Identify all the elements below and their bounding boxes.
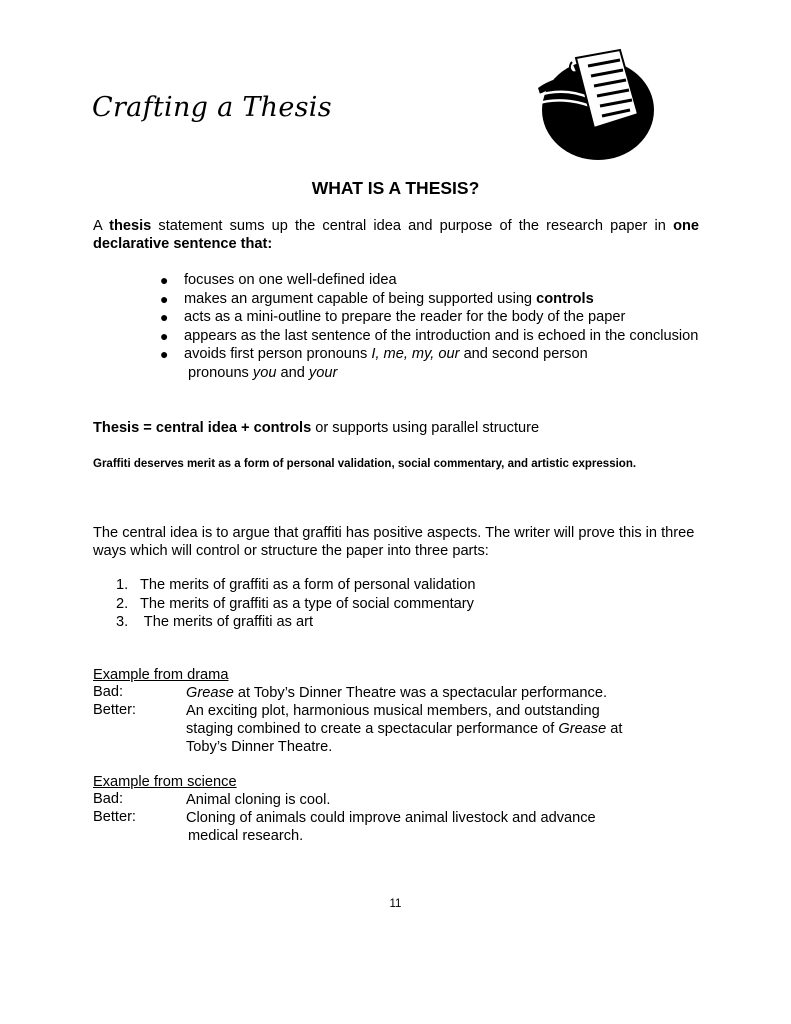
list-item-continuation bbox=[184, 364, 700, 383]
list-item-italic: I, me, my, our bbox=[371, 346, 460, 362]
bullet-icon: ● bbox=[160, 327, 169, 344]
list-item-text: acts as a mini-outline to prepare the reader for the body of the paper bbox=[184, 309, 626, 325]
list-number: 3. bbox=[116, 614, 129, 630]
list-item-text: and second person bbox=[459, 346, 588, 362]
thesis-criteria-list bbox=[160, 271, 700, 382]
drama-better-italic: Grease bbox=[558, 721, 607, 737]
drama-better-label: Better: bbox=[93, 702, 136, 718]
list-item bbox=[160, 308, 700, 327]
list-item-text: avoids first person pronouns bbox=[184, 346, 372, 362]
intro-bold-thesis: thesis bbox=[109, 218, 152, 234]
explanation-paragraph: The central idea is to argue that graffiti has positive aspects. The writer will prove this in three ways which will control or structure the paper into three parts: bbox=[93, 525, 695, 559]
thesis-formula bbox=[93, 419, 699, 437]
list-item-text: focuses on one well-defined idea bbox=[184, 272, 397, 288]
page-number: 11 bbox=[389, 898, 402, 910]
science-better-line-2: medical research. bbox=[188, 828, 304, 844]
list-item-text: pronouns bbox=[188, 364, 253, 381]
drama-bad-text bbox=[186, 684, 656, 702]
bullet-icon: ● bbox=[160, 290, 169, 307]
list-item bbox=[116, 595, 476, 614]
bullet-icon: ● bbox=[160, 346, 169, 362]
list-item bbox=[160, 290, 700, 309]
list-number: 1. bbox=[116, 577, 129, 593]
science-better-line-1: Cloning of animals could improve animal livestock and advance bbox=[186, 810, 596, 826]
list-item-text: The merits of graffiti as art bbox=[140, 614, 314, 630]
list-item bbox=[116, 576, 476, 595]
drama-better-text bbox=[186, 702, 646, 756]
drama-better-pre: An exciting plot, harmonious musical members, and outstanding staging combined to create a spectacular performance of bbox=[186, 703, 600, 737]
list-item-text: and bbox=[276, 364, 309, 381]
formula-text: or supports using parallel structure bbox=[311, 420, 540, 436]
intro-text-2: statement sums up the central idea and purpose of the research paper in bbox=[151, 218, 674, 234]
bullet-icon: ● bbox=[160, 272, 169, 288]
drama-bad-italic: Grease bbox=[186, 685, 234, 701]
list-item bbox=[116, 613, 476, 632]
page-title: Crafting a Thesis bbox=[92, 92, 332, 123]
list-item-italic: your bbox=[308, 364, 338, 381]
list-item-text: makes an argument capable of being supported using bbox=[184, 290, 537, 307]
science-bad-label: Bad: bbox=[93, 791, 124, 807]
section-heading: WHAT IS A THESIS? bbox=[311, 178, 480, 198]
formula-bold: Thesis = central idea + controls bbox=[93, 420, 312, 436]
intro-paragraph bbox=[93, 217, 699, 253]
list-item-italic: you bbox=[252, 364, 277, 381]
example-thesis: Graffiti deserves merit as a form of personal validation, social commentary, and artistic expression. bbox=[93, 458, 637, 470]
list-item bbox=[160, 345, 700, 382]
drama-bad-label: Bad: bbox=[93, 684, 124, 700]
list-item bbox=[160, 327, 700, 346]
science-better-label: Better: bbox=[93, 809, 136, 825]
intro-text: A bbox=[93, 218, 110, 234]
science-example-heading: Example from science bbox=[93, 774, 237, 790]
scroll-and-quill-icon bbox=[532, 44, 658, 162]
list-item-text: appears as the last sentence of the introduction and is echoed in the conclusion bbox=[184, 327, 699, 344]
list-item bbox=[160, 271, 700, 290]
list-item-bold: controls bbox=[536, 290, 594, 307]
science-bad-text: Animal cloning is cool. bbox=[186, 792, 331, 808]
drama-example-heading: Example from drama bbox=[93, 667, 229, 683]
drama-better-post: at Toby’s Dinner Theatre. bbox=[186, 721, 623, 755]
intro-bold-sentence: one declarative sentence that: bbox=[93, 218, 700, 252]
drama-bad-rest: at Toby’s Dinner Theatre was a spectacular performance. bbox=[233, 685, 608, 701]
list-number: 2. bbox=[116, 595, 129, 612]
list-item-text: The merits of graffiti as a form of personal validation bbox=[140, 577, 476, 593]
bullet-icon: ● bbox=[160, 309, 169, 325]
list-item-text: The merits of graffiti as a type of social commentary bbox=[140, 595, 474, 612]
paper-parts-list bbox=[116, 576, 476, 632]
